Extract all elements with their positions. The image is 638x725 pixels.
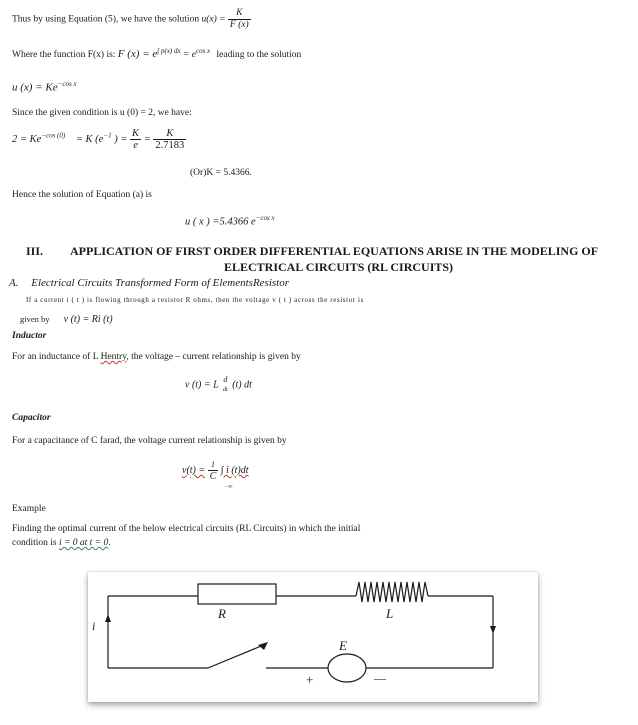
text: For a capacitance of C farad, the voltage current relationship is given by [12, 436, 287, 446]
exponent: −cos x [255, 214, 275, 222]
text: given by [20, 314, 50, 324]
equation-line-k [12, 128, 186, 151]
exponent: −cos x [57, 80, 77, 88]
text: If a current i ( t ) is flowing through a resistor R ohms, then the voltage v ( t ) across the resistor is [26, 296, 364, 304]
fraction [153, 128, 186, 151]
equation-part: 2 = Ke [12, 133, 42, 145]
equation-part: v (t) = L [185, 379, 219, 391]
voltage-source [328, 654, 366, 682]
section-title-line-2 [224, 260, 453, 275]
equation-line-solution [12, 8, 251, 31]
inductor-heading [12, 331, 46, 341]
inductor-equation [185, 374, 252, 396]
text: Inductor [12, 331, 47, 341]
capacitor-description [12, 436, 287, 446]
capacitor-equation [182, 459, 249, 482]
denominator: dt [223, 387, 228, 393]
resistor-description [26, 296, 364, 304]
title: Electrical Circuits Transformed Form of ElementsResistor [31, 277, 290, 289]
final-solution-line [185, 214, 275, 228]
text: −∞ [224, 484, 233, 490]
resistor-label: R [218, 606, 226, 621]
switch-arrow-icon [258, 642, 268, 650]
equation: u ( x ) =5.4366 e [185, 216, 256, 228]
hence-line [12, 190, 152, 200]
equation-part: F (x) = e [117, 48, 158, 61]
misspelled-word: Hentry [100, 352, 127, 362]
capacitor-heading [12, 413, 51, 423]
subsection-heading [9, 277, 289, 289]
denominator: F (x) [229, 20, 249, 30]
text: For an inductance of L [12, 352, 99, 362]
inductor-label: L [386, 606, 394, 621]
fraction [130, 128, 141, 151]
current-label: i [92, 619, 96, 633]
equation: v (t) = Ri (t) [63, 314, 113, 325]
inductor-description [12, 352, 301, 362]
text: Example [12, 504, 46, 514]
text: Capacitor [12, 413, 51, 423]
text: , the voltage – current relationship is given by [126, 352, 301, 362]
inductor-symbol [356, 582, 428, 602]
text: Thus by using Equation (5), we have the solution [12, 14, 200, 25]
current-arrow-icon [105, 614, 111, 622]
condition: i = 0 at t = 0 [58, 538, 109, 548]
equation-line-function [12, 47, 301, 60]
denominator: C [209, 471, 217, 482]
equation-part: ) = [114, 133, 128, 145]
plus-terminal: + [306, 672, 314, 687]
exponent: −1 [103, 131, 112, 140]
source-label: E [339, 638, 347, 653]
numerator: K [228, 8, 251, 20]
denominator: 2.7183 [155, 140, 185, 151]
equation-line-u [12, 80, 77, 94]
text: (Or)K = 5.4366. [190, 168, 252, 178]
equation-part: v(t) = [182, 464, 206, 476]
text: APPLICATION OF FIRST ORDER DIFFERENTIAL EQUATIONS ARISE IN THE MODELING OF [70, 244, 599, 258]
numerator: d [223, 375, 228, 384]
exponent: ∫ p(x) dx [157, 47, 181, 55]
section-title-line-1 [70, 244, 598, 259]
minus-terminal: — [374, 671, 386, 685]
example-line-2 [12, 538, 111, 548]
text: III. [26, 244, 44, 258]
text: Hence the solution of Equation (a) is [12, 190, 152, 200]
text: leading to the solution [216, 50, 302, 61]
fraction [221, 374, 230, 396]
equation-part: ∫ i (t)dt [220, 464, 249, 476]
text: ELECTRICAL CIRCUITS (RL CIRCUITS) [224, 260, 454, 274]
exponent: cos x [195, 47, 211, 55]
numerator: K [132, 128, 140, 139]
equals: = [143, 133, 151, 145]
equation-part: = K (e [75, 133, 104, 145]
denominator: e [133, 140, 138, 151]
equation: u (x) = Ke [12, 81, 58, 94]
resistor-symbol [198, 584, 276, 604]
equation-part: = e [182, 50, 196, 61]
integral-lower-limit [224, 484, 232, 490]
label: A. [9, 277, 19, 289]
section-number [26, 244, 43, 259]
fraction [228, 8, 251, 31]
text: . [108, 538, 111, 548]
example-line-1 [12, 524, 360, 534]
fraction [208, 459, 219, 482]
text: Since the given condition is u (0) = 2, we have: [12, 108, 192, 118]
exponent: −cos (0) [41, 131, 66, 140]
flow-arrow-icon [490, 626, 496, 634]
example-heading [12, 504, 46, 514]
numerator: 1 [210, 460, 215, 469]
text: Where the function F(x) is: [12, 50, 116, 61]
text: Finding the optimal current of the below electrical circuits (RL Circuits) in which the initial [12, 524, 361, 534]
equation-lhs: u(x) = [201, 14, 226, 25]
condition-line [12, 108, 192, 118]
resistor-given [20, 314, 113, 325]
circuit-svg [88, 572, 538, 702]
equation-part: (t) dt [232, 379, 252, 391]
text: condition is [12, 538, 57, 548]
switch-arm [208, 644, 266, 668]
circuit-diagram [88, 572, 538, 702]
k-value-line [190, 168, 252, 178]
numerator: K [153, 128, 186, 140]
